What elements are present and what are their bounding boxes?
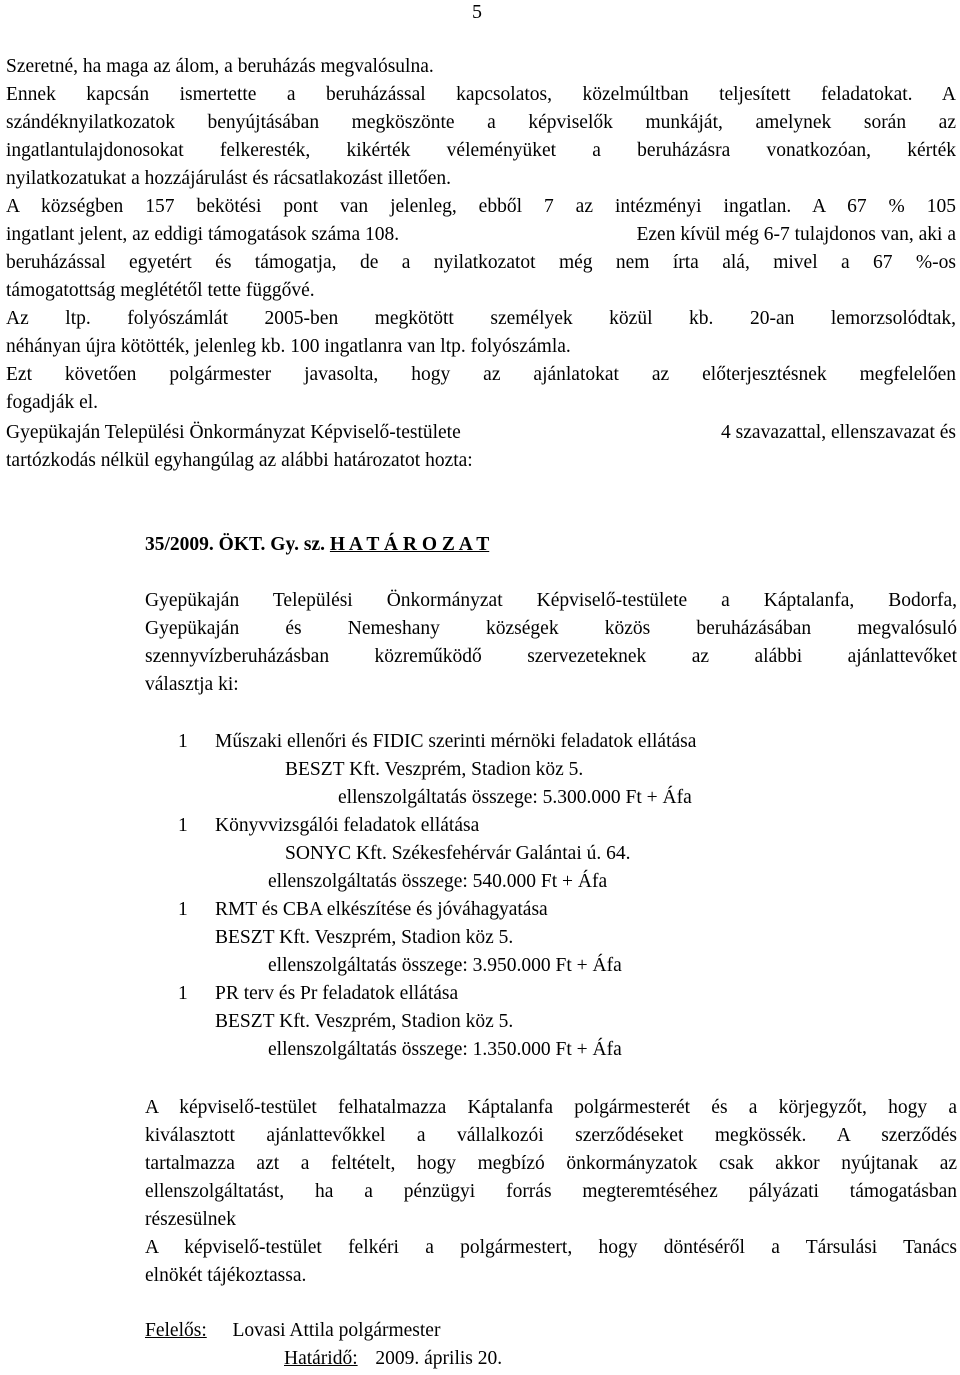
text-fragment: Ezen kívül még 6-7 tulajdonos van, aki a — [636, 224, 956, 245]
vote-statement — [6, 419, 956, 475]
item-fee: ellenszolgáltatás összege: 540.000 Ft + Áfa — [268, 871, 608, 892]
text-line: A községben 157 bekötési pont van jelenleg, ebből 7 az intézményi ingatlan. A 67 % 105 — [6, 196, 956, 217]
text-line: elnökét tájékoztassa. — [145, 1265, 307, 1286]
resolution-heading — [145, 531, 489, 559]
text-fragment: ingatlant jelent, az eddigi támogatások száma 108. — [6, 224, 400, 245]
text-fragment: Gyepükaján Települési Önkormányzat Képviselő-testülete — [6, 422, 461, 443]
resolution-body — [145, 587, 957, 699]
text-line: szennyvízberuházásban közreműködő szervezeteknek az alábbi ajánlattevőket — [145, 646, 957, 667]
deadline-line — [284, 1345, 502, 1373]
text-line — [6, 221, 956, 249]
text-line: választja ki: — [145, 674, 239, 695]
text-line: szándéknyilatkozatok benyújtásában megköszönte a képviselők munkáját, amelynek során az — [6, 112, 956, 133]
text-line: kiválasztott ajánlattevőkkel a vállalkozói szerződéseket megkössék. A szerződés — [145, 1125, 957, 1146]
intro-paragraph — [6, 53, 956, 417]
item-company: BESZT Kft. Veszprém, Stadion köz 5. — [215, 927, 514, 948]
text-line: beruházással egyetért és támogatja, de a nyilatkozatot még nem írta alá, mivel a 67 %-os — [6, 252, 956, 273]
resolution-number: 35/2009. ÖKT. Gy. sz. — [145, 534, 326, 555]
text-line: Szeretné, ha maga az álom, a beruházás megvalósulna. — [6, 56, 434, 77]
text-line: A képviselő-testület felhatalmazza Káptalanfa polgármesterét és a körjegyzőt, hogy a — [145, 1097, 957, 1118]
deadline-label: Határidő: — [284, 1348, 358, 1369]
text-line: fogadják el. — [6, 392, 99, 413]
responsible-value: Lovasi Attila polgármester — [232, 1320, 441, 1341]
item-number: 1 — [178, 983, 188, 1004]
text-line: Ezt követően polgármester javasolta, hogy az ajánlatokat az előterjesztésnek megfelelően — [6, 364, 956, 385]
item-task: Könyvvizsgálói feladatok ellátása — [215, 815, 480, 836]
item-number: 1 — [178, 899, 188, 920]
text-line: Gyepükaján és Nemeshany községek közös beruházásában megvalósuló — [145, 618, 957, 639]
responsible-label: Felelős: — [145, 1320, 207, 1341]
deadline-value: 2009. április 20. — [375, 1348, 503, 1369]
item-fee: ellenszolgáltatás összege: 1.350.000 Ft + Áfa — [268, 1039, 622, 1060]
text-line: részesülnek — [145, 1209, 236, 1230]
item-number: 1 — [178, 731, 188, 752]
resolution-title: H A T Á R O Z A T — [329, 534, 490, 555]
text-line — [6, 419, 956, 447]
text-line: Az ltp. folyószámlát 2005-ben megkötött személyek közül kb. 20-an lemorzsolódtak, — [6, 308, 956, 329]
text-line: Ennek kapcsán ismertette a beruházással kapcsolatos, közelmúltban teljesített feladatokat. A — [6, 84, 956, 105]
text-line: ingatlantulajdonosokat felkeresték, kikérték véleményüket a beruházásra vonatkozóan, kérték — [6, 140, 956, 161]
page-number: 5 — [472, 1, 482, 23]
closing-paragraph — [145, 1094, 957, 1290]
item-number: 1 — [178, 815, 188, 836]
item-task: RMT és CBA elkészítése és jóváhagyatása — [215, 899, 548, 920]
text-line: tartózkodás nélkül egyhangúlag az alábbi határozatot hozta: — [6, 450, 473, 471]
item-fee: ellenszolgáltatás összege: 3.950.000 Ft + Áfa — [268, 955, 622, 976]
text-line: Gyepükaján Települési Önkormányzat Képviselő-testülete a Káptalanfa, Bodorfa, — [145, 590, 957, 611]
item-fee: ellenszolgáltatás összege: 5.300.000 Ft + Áfa — [338, 787, 692, 808]
text-line: tartalmazza azt a feltételt, hogy megbízó önkormányzatok csak akkor nyújtanak az — [145, 1153, 957, 1174]
item-task: PR terv és Pr feladatok ellátása — [215, 983, 459, 1004]
item-company: SONYC Kft. Székesfehérvár Galántai ú. 64. — [285, 843, 631, 864]
text-line: támogatottság meglététől tette függővé. — [6, 280, 315, 301]
text-line: A képviselő-testület felkéri a polgármestert, hogy döntéséről a Társulási Tanács — [145, 1237, 957, 1258]
text-line: néhányan újra kötötték, jelenleg kb. 100 ingatlanra van ltp. folyószámla. — [6, 336, 571, 357]
text-line: nyilatkozatukat a hozzájárulást és rácsatlakozást illetően. — [6, 168, 452, 189]
text-fragment: 4 szavazattal, ellenszavazat és — [721, 422, 956, 443]
item-task: Műszaki ellenőri és FIDIC szerinti mérnöki feladatok ellátása — [215, 731, 697, 752]
responsible-line — [145, 1317, 440, 1345]
item-company: BESZT Kft. Veszprém, Stadion köz 5. — [215, 1011, 514, 1032]
text-line: ellenszolgáltatást, ha a pénzügyi forrás megteremtéséhez pályázati támogatásban — [145, 1181, 957, 1202]
item-company: BESZT Kft. Veszprém, Stadion köz 5. — [285, 759, 584, 780]
